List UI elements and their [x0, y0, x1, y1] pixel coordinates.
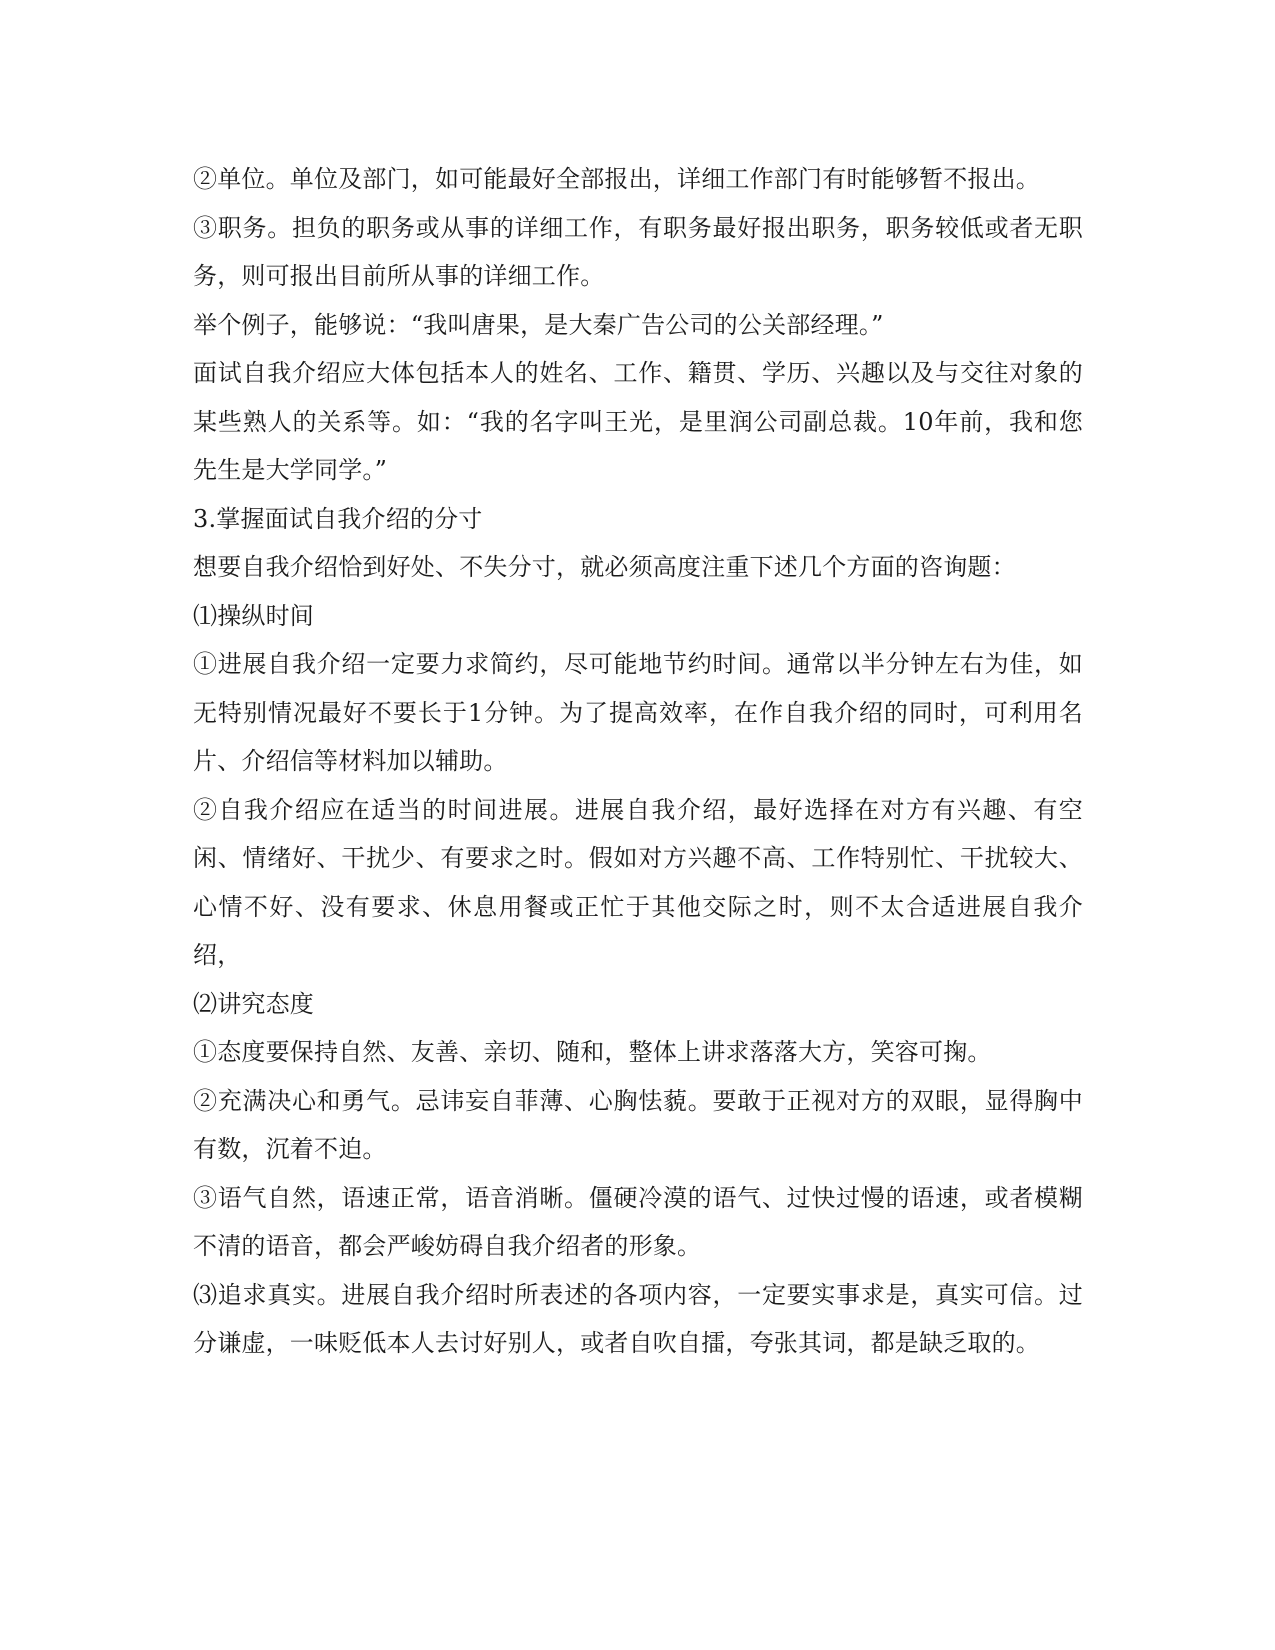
- paragraph-time-2: ②自我介绍应在适当的时间进展。进展自我介绍，最好选择在对方有兴趣、有空闲、情绪好、干扰少、有要求之时。假如对方兴趣不高、工作特别忙、干扰较大、心情不好、没有要求、休息用餐或正忙于其他交际之时，则不太合适进展自我介绍，: [193, 795, 1083, 969]
- document-body: [193, 155, 1083, 1368]
- section-heading: 3.掌握面试自我介绍的分寸: [193, 504, 483, 533]
- paragraph-attitude-2: ②充满决心和勇气。忌讳妄自菲薄、心胸怯藐。要敢于正视对方的双眼，显得胸中有数，沉着不迫。: [193, 1086, 1083, 1163]
- paragraph-overview: 想要自我介绍恰到好处、不失分寸，就必须高度注重下述几个方面的咨询题：: [193, 553, 1016, 581]
- paragraph-unit: ②单位。单位及部门，如可能最好全部报出，详细工作部门有时能够暂不报出。: [193, 165, 1040, 193]
- subheading-attitude: ⑵讲究态度: [193, 989, 314, 1018]
- paragraph-attitude-1: ①态度要保持自然、友善、亲切、随和，整体上讲求落落大方，笑容可掬。: [193, 1038, 992, 1066]
- paragraph-truth: ⑶追求真实。进展自我介绍时所表述的各项内容，一定要实事求是，真实可信。过分谦虚，一味贬低本人去讨好别人，或者自吹自擂，夸张其词，都是缺乏取的。: [193, 1280, 1083, 1357]
- paragraph-interview-intro: 面试自我介绍应大体包括本人的姓名、工作、籍贯、学历、兴趣以及与交往对象的某些熟人的关系等。如：“我的名字叫王光，是里润公司副总裁。10年前，我和您先生是大学同学。”: [193, 359, 1083, 484]
- subheading-time: ⑴操纵时间: [193, 601, 314, 630]
- paragraph-example: 举个例子，能够说：“我叫唐果，是大秦广告公司的公关部经理。”: [193, 310, 884, 339]
- paragraph-time-1: ①进展自我介绍一定要力求简约，尽可能地节约时间。通常以半分钟左右为佳，如无特别情况最好不要长于1分钟。为了提高效率，在作自我介绍的同时，可利用名片、介绍信等材料加以辅助。: [193, 650, 1083, 775]
- paragraph-attitude-3: ③语气自然，语速正常，语音消晰。僵硬冷漠的语气、过快过慢的语速，或者模糊不清的语音，都会严峻妨碍自我介绍者的形象。: [193, 1183, 1083, 1260]
- paragraph-position: ③职务。担负的职务或从事的详细工作，有职务最好报出职务，职务较低或者无职务，则可报出目前所从事的详细工作。: [193, 213, 1083, 290]
